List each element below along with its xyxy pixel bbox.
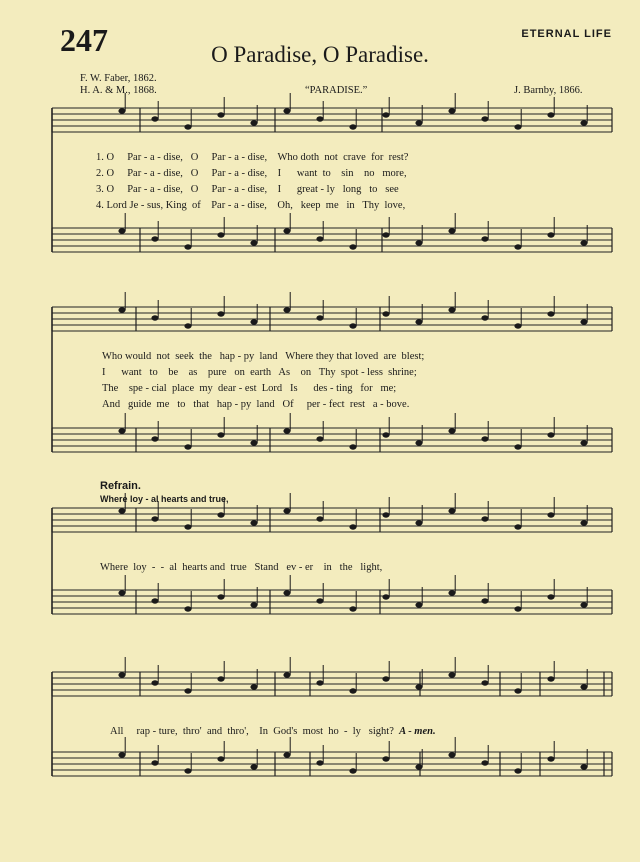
note-head — [514, 244, 521, 249]
note-head — [151, 598, 158, 603]
note-head — [382, 311, 389, 316]
note-head — [349, 606, 356, 611]
note-head — [118, 108, 125, 113]
note-head — [283, 590, 290, 595]
note-head — [415, 602, 422, 607]
note-head — [118, 590, 125, 595]
note-head — [514, 124, 521, 129]
note-head — [118, 752, 125, 757]
note-head — [382, 756, 389, 761]
note-head — [382, 232, 389, 237]
note-head — [250, 319, 257, 324]
note-head — [283, 428, 290, 433]
note-head — [448, 508, 455, 513]
note-head — [283, 672, 290, 677]
note-head — [283, 108, 290, 113]
note-head — [481, 315, 488, 320]
note-head — [547, 676, 554, 681]
author-credit: F. W. Faber, 1862. — [80, 73, 157, 84]
note-head — [481, 236, 488, 241]
note-head — [547, 232, 554, 237]
hymn-title: O Paradise, O Paradise. — [211, 42, 429, 67]
refrain-label: Refrain. — [100, 480, 141, 492]
note-head — [184, 606, 191, 611]
note-head — [580, 440, 587, 445]
note-head — [250, 120, 257, 125]
note-head — [118, 672, 125, 677]
verse-line-1b: Who would not seek the hap - py land Where they that loved are blest; — [102, 351, 425, 362]
note-head — [415, 319, 422, 324]
note-head — [250, 440, 257, 445]
note-head — [448, 108, 455, 113]
verse-line-2b: I want to be as pure on earth As on Thy spot - less shrine; — [102, 367, 417, 378]
note-head — [184, 768, 191, 773]
note-head — [481, 680, 488, 685]
note-head — [481, 598, 488, 603]
note-head — [151, 116, 158, 121]
note-head — [448, 590, 455, 595]
composer-credit: J. Barnby, 1866. — [514, 85, 583, 96]
note-head — [415, 120, 422, 125]
note-head — [118, 307, 125, 312]
note-head — [382, 112, 389, 117]
note-head — [382, 512, 389, 517]
note-head — [250, 764, 257, 769]
note-head — [481, 436, 488, 441]
note-head — [547, 432, 554, 437]
note-head — [415, 764, 422, 769]
note-head — [580, 764, 587, 769]
note-head — [250, 240, 257, 245]
note-head — [151, 760, 158, 765]
note-head — [151, 315, 158, 320]
note-head — [217, 432, 224, 437]
note-head — [316, 680, 323, 685]
note-head — [316, 116, 323, 121]
note-head — [316, 236, 323, 241]
note-head — [580, 602, 587, 607]
note-head — [349, 323, 356, 328]
note-head — [118, 228, 125, 233]
note-head — [382, 594, 389, 599]
note-head — [151, 236, 158, 241]
note-head — [349, 524, 356, 529]
verse-line-4b: And guide me to that hap - py land Of per - fect rest a - bove. — [102, 399, 410, 410]
note-head — [514, 606, 521, 611]
note-head — [316, 436, 323, 441]
note-head — [349, 244, 356, 249]
amen-text: A - men. — [399, 726, 436, 737]
note-head — [316, 760, 323, 765]
note-head — [514, 768, 521, 773]
note-head — [514, 688, 521, 693]
verse-line-4: 4. Lord Je - sus, King of Par - a - dise, Oh, keep me in Thy love, — [96, 200, 406, 211]
section-label: ETERNAL LIFE — [521, 28, 612, 40]
note-head — [580, 684, 587, 689]
note-head — [349, 444, 356, 449]
note-head — [415, 684, 422, 689]
note-head — [217, 594, 224, 599]
note-head — [217, 676, 224, 681]
note-head — [514, 524, 521, 529]
source-credit: H. A. & M., 1868. — [80, 85, 157, 96]
note-head — [283, 752, 290, 757]
verse-line-1: 1. O Par - a - dise, O Par - a - dise, Who doth not crave for rest? — [96, 152, 409, 163]
note-head — [283, 228, 290, 233]
note-head — [415, 520, 422, 525]
note-head — [217, 311, 224, 316]
note-head — [448, 428, 455, 433]
note-head — [349, 688, 356, 693]
note-head — [547, 756, 554, 761]
note-head — [151, 436, 158, 441]
note-head — [382, 432, 389, 437]
note-head — [250, 520, 257, 525]
note-head — [580, 520, 587, 525]
note-head — [217, 512, 224, 517]
note-head — [316, 598, 323, 603]
note-head — [415, 240, 422, 245]
note-head — [547, 112, 554, 117]
verse-line-3: 3. O Par - a - dise, O Par - a - dise, I great - ly long to see — [96, 184, 399, 195]
note-head — [547, 311, 554, 316]
note-head — [184, 688, 191, 693]
note-head — [481, 116, 488, 121]
note-head — [217, 232, 224, 237]
note-head — [349, 768, 356, 773]
note-head — [547, 594, 554, 599]
note-head — [316, 516, 323, 521]
tune-name: “PARADISE.” — [305, 85, 368, 96]
note-head — [547, 512, 554, 517]
note-head — [580, 120, 587, 125]
note-head — [184, 244, 191, 249]
note-head — [184, 444, 191, 449]
note-head — [283, 508, 290, 513]
note-head — [349, 124, 356, 129]
refrain-line-1: Where loy - - al hearts and true Stand ev - er in the light, — [100, 562, 383, 573]
note-head — [514, 444, 521, 449]
note-head — [118, 508, 125, 513]
note-head — [184, 524, 191, 529]
note-head — [250, 602, 257, 607]
note-head — [448, 307, 455, 312]
note-head — [217, 756, 224, 761]
refrain-line-2: All rap - ture, thro' and thro', In God's most ho - ly sight? A - men. — [110, 726, 436, 737]
note-head — [580, 319, 587, 324]
note-head — [580, 240, 587, 245]
hymn-number: 247 — [60, 22, 108, 58]
note-head — [151, 516, 158, 521]
note-head — [481, 516, 488, 521]
note-head — [184, 323, 191, 328]
note-head — [415, 440, 422, 445]
note-head — [151, 680, 158, 685]
refrain-upper-text: Where loy - al hearts and true, — [100, 494, 229, 504]
verse-line-2: 2. O Par - a - dise, O Par - a - dise, I want to sin no more, — [96, 168, 407, 179]
note-head — [448, 752, 455, 757]
note-head — [118, 428, 125, 433]
note-head — [448, 228, 455, 233]
note-head — [217, 112, 224, 117]
note-head — [250, 684, 257, 689]
note-head — [514, 323, 521, 328]
note-head — [184, 124, 191, 129]
verse-line-3b: The spe - cial place my dear - est Lord Is des - ting for me; — [102, 383, 397, 394]
note-head — [283, 307, 290, 312]
note-head — [448, 672, 455, 677]
note-head — [316, 315, 323, 320]
note-head — [481, 760, 488, 765]
note-head — [382, 676, 389, 681]
